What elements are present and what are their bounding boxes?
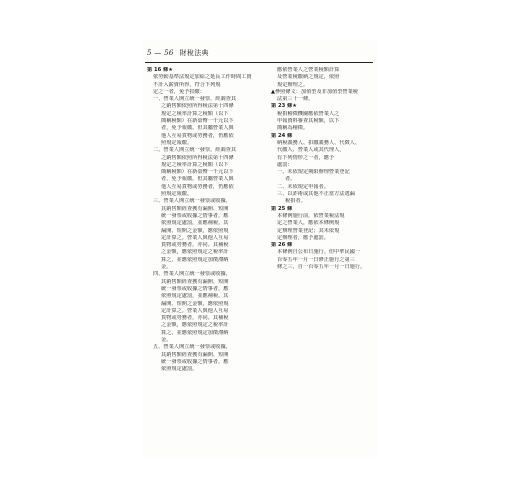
right-column: [271, 67, 373, 271]
left-column: [147, 67, 263, 373]
text-line: 定辦理者，應予處罰。: [277, 234, 329, 241]
text-line: 百零五年一月一日修正施行之第三: [277, 256, 355, 263]
text-line: 統一發票或收據之情事者，應: [161, 285, 229, 292]
text-line: 算之，並應依照規定加徵滯納: [161, 329, 229, 336]
page-header: [147, 48, 209, 58]
text-line: 二、營業人開立統一發票，經調查其: [153, 147, 237, 154]
text-line: 處罰：: [277, 161, 293, 168]
text-line: 之銷售額依照所得稅法第十四條: [161, 103, 234, 110]
text-line: 本條例自公布日施行。但中華民國一: [277, 249, 361, 256]
text-line: 應依營業人之營業稅額計算: [277, 67, 340, 73]
article-heading: 第 23 條★: [271, 103, 297, 110]
text-line: 其銷售額經查獲有漏開、短開: [161, 205, 229, 212]
text-line: 簡稱稅額）在新臺幣一千元以下: [161, 169, 234, 176]
text-line: 納稅義務人、扣繳義務人、代徵人、: [277, 139, 361, 146]
text-line: 法第三十一條。: [277, 96, 314, 103]
text-line: 一、未依規定期限辦理營業登記: [277, 169, 350, 176]
text-line: 之金額，應依照規定之稅率計: [161, 322, 229, 329]
text-line: 其銷售額經查獲有漏開、短開: [161, 351, 229, 358]
document-page: [143, 40, 377, 457]
text-line: 依照規定處罰，並應補稅。其: [161, 220, 229, 227]
text-line: 稅捐稽徵機關應依營業人之: [277, 110, 340, 117]
text-line: 貨物或勞務者，亦同。其補稅: [161, 242, 229, 249]
text-line: 定計算之。營業人與他人互易: [161, 307, 229, 314]
text-line: 他人互易貨物或勞務者，仍應依: [161, 132, 234, 139]
text-line: 五、營業人開立統一發票或收據，: [153, 344, 231, 351]
text-line: 條之三，自一百零五年一月一日施行。: [277, 264, 366, 271]
text-line: ▲參照條文：加值型及非加值型營業稅: [271, 88, 358, 95]
article-heading: 第 16 條★: [147, 67, 173, 73]
text-line: 定計算之。營業人與他人互易: [161, 234, 229, 241]
text-line: 規定之稅率計算之稅額（以下: [161, 110, 229, 117]
text-line: 定之營業人，應依本條例規: [277, 220, 340, 227]
text-line: 一、營業人開立統一發票，經調查其: [153, 96, 237, 103]
text-line: 稅捐者。: [285, 198, 306, 205]
text-line: 本條例施行前，依營業稅法規: [277, 212, 345, 219]
page-number: 5 — 56: [147, 49, 174, 57]
text-line: 他人互易貨物或勞務者，仍應依: [161, 183, 234, 190]
text-line: 及營業稅繳納之規定，依照: [277, 74, 340, 81]
text-line: 三、營業人開立統一發票或收據，: [153, 198, 231, 205]
text-line: 者，免予報繳。但其屬營業人與: [161, 125, 234, 132]
text-line: 者，免予報繳。但其屬營業人與: [161, 176, 234, 183]
text-line: 三、以詐術或其他不正當方法逃漏: [277, 191, 355, 198]
article-heading: 第 24 條: [271, 132, 293, 139]
text-line: 漏開、短開之金額，應依照規: [161, 300, 229, 307]
text-line: 定辦理營業登記；其未依規: [277, 227, 340, 234]
text-line: 簡稱稅額）在新臺幣一千元以下: [161, 118, 234, 125]
text-line: 不計入薪資所得，符合下列規: [153, 81, 221, 88]
text-line: 依照規定處罰，並應補稅。其: [161, 293, 229, 300]
text-line: 依勞動基準法規定加給之延長工作時間工資: [153, 74, 252, 81]
text-line: 申報資料審查其稅額，以下: [277, 118, 340, 125]
text-line: 依照規定處罰。: [161, 366, 198, 373]
text-line: 者。: [285, 176, 296, 183]
text-line: 漏開、短開之金額，應依照規: [161, 227, 229, 234]
text-line: 代繳人、營業人或其代理人，: [277, 147, 345, 154]
text-line: 之金額，應依照規定之稅率計: [161, 249, 229, 256]
text-line: 簡稱為稽徵。: [277, 125, 309, 132]
text-line: 金。: [161, 264, 172, 271]
text-line: 規定辦理之。: [277, 81, 309, 88]
text-line: 之銷售額依照所得稅法第十四條: [161, 154, 234, 161]
text-line: 定之一者，免予扣繳：: [153, 88, 205, 95]
text-line: 規定之稅率計算之稅額（以下: [161, 161, 229, 168]
book-title: 財稅法典: [179, 49, 209, 57]
text-line: 有下列情形之一者，應予: [277, 154, 335, 161]
text-line: 算之，並應依照規定加徵滯納: [161, 256, 229, 263]
article-heading: 第 25 條: [271, 205, 293, 212]
text-line: 金。: [161, 336, 172, 343]
text-line: 貨物或勞務者，亦同。其補稅: [161, 315, 229, 322]
header-rule: [145, 62, 373, 63]
text-line: 照規定報繳。: [161, 139, 193, 146]
article-heading: 第 26 條: [271, 242, 293, 249]
text-line: 統一發票或收據之情事者，應: [161, 212, 229, 219]
text-line: 其銷售額經查獲有漏開、短開: [161, 278, 229, 285]
text-line: 統一發票或收據之情事者，應: [161, 358, 229, 365]
text-line: 照規定報繳。: [161, 191, 193, 198]
text-line: 二、未依規定申報者。: [277, 183, 329, 190]
text-line: 四、營業人開立統一發票或收據，: [153, 271, 231, 278]
